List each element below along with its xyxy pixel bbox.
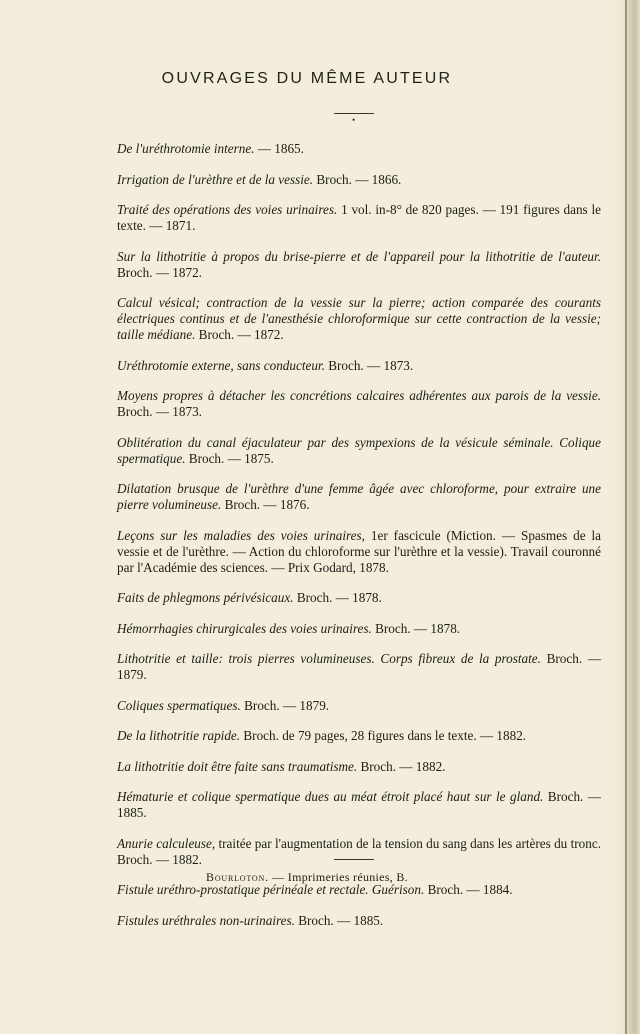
entry-details: Broch. — 1879. — [240, 697, 330, 713]
entry-details: Broch. — 1873. — [324, 357, 414, 373]
bibliography-entry — [117, 789, 601, 821]
page-edge-shadow — [614, 0, 640, 1034]
bibliography-entry — [117, 651, 601, 683]
bibliography-list — [117, 141, 601, 943]
entry-title: Sur la lithotritie à propos du brise-pierre et de l'appareil pour la lithotritie de l'auteur. — [117, 248, 601, 264]
entry-title: Anurie calculeuse, — [117, 835, 216, 851]
page-title: OUVRAGES DU MÊME AUTEUR — [161, 70, 453, 87]
bibliography-entry — [117, 249, 601, 281]
bibliography-entry — [117, 728, 601, 744]
printer-imprint — [0, 870, 614, 885]
entry-title: Faits de phlegmons périvésicaux. — [117, 590, 294, 605]
printer-name: Bourloton. — [206, 870, 269, 884]
entry-title: Leçons sur les maladies des voies urinaires, — [117, 527, 365, 543]
entry-details: Broch. — 1876. — [221, 497, 310, 512]
title-rule — [334, 113, 374, 114]
entry-title: Fistule uréthro-prostatique périnéale et rectale. Guérison. — [117, 882, 425, 897]
entry-title: Moyens propres à détacher les concrétions calcaires adhérentes aux parois de la vessie. — [117, 388, 601, 403]
entry-details: Broch. — 1878. — [371, 620, 461, 636]
bibliography-entry — [117, 202, 601, 234]
entry-title: Traité des opérations des voies urinaires. — [117, 202, 338, 217]
entry-title: Oblitération du canal éjaculateur par des sympexions de la vésicule séminale. Colique spermatique. — [117, 434, 601, 466]
bibliography-entry — [117, 172, 601, 188]
bibliography-entry — [117, 836, 601, 868]
bibliography-entry — [117, 698, 601, 714]
entry-title: Coliques spermatiques. — [117, 697, 241, 713]
entry-title: De la lithotritie rapide. — [117, 728, 241, 743]
entry-title: De l'uréthrotomie interne. — [117, 141, 255, 156]
entry-details: Broch. — 1885. — [294, 912, 384, 928]
entry-title: Calcul vésical; contraction de la vessie sur la pierre; action comparée des courants électriques continus et de l'anesthésie chloroformique sur cette contraction de la vessie; taille médiane. — [117, 295, 601, 342]
bibliography-entry — [117, 295, 601, 343]
entry-details: Broch. — 1872. — [195, 327, 284, 342]
bibliography-entry — [117, 141, 601, 157]
entry-details: Broch. — 1884. — [424, 882, 513, 897]
entry-details: Broch. de 79 pages, 28 figures dans le texte. — 1882. — [240, 728, 527, 743]
bibliography-entry — [117, 621, 601, 637]
entry-details: traitée par l'augmentation de la tension du sang dans les artères du tronc. Broch. — 1882. — [117, 835, 601, 867]
entry-title: Uréthrotomie externe, sans conducteur. — [117, 357, 325, 373]
page-edge-line — [625, 0, 627, 1034]
entry-details: Broch. — 1873. — [117, 404, 202, 419]
bibliography-entry — [117, 358, 601, 374]
entry-details: Broch. — 1879. — [117, 651, 602, 682]
entry-details: Broch. — 1885. — [117, 789, 601, 820]
bibliography-entry — [117, 759, 601, 775]
entry-details: Broch. — 1875. — [185, 450, 274, 466]
printer-details: — Imprimeries réunies, B. — [268, 870, 408, 884]
entry-title: Hémorrhagies chirurgicales des voies urinaires. — [117, 620, 372, 636]
footer-rule — [334, 859, 374, 860]
bibliography-entry — [117, 913, 601, 929]
entry-title: Dilatation brusque de l'urèthre d'une femme âgée avec chloroforme, pour extraire une pierre volumineuse. — [117, 481, 601, 512]
bibliography-entry — [117, 481, 601, 513]
entry-title: Irrigation de l'urèthre et de la vessie. — [117, 171, 314, 187]
bibliography-entry — [117, 528, 601, 576]
entry-title: Lithotritie et taille: trois pierres volumineuses. Corps fibreux de la prostate. — [117, 651, 541, 666]
entry-details: Broch. — 1878. — [293, 590, 382, 605]
bibliography-entry — [117, 435, 601, 467]
entry-title: Fistules uréthrales non-urinaires. — [117, 912, 295, 928]
bibliography-entry — [117, 388, 601, 420]
entry-details: Broch. — 1872. — [117, 264, 202, 280]
entry-details: — 1865. — [254, 141, 304, 156]
entry-title: Hématurie et colique spermatique dues au méat étroit placé haut sur le gland. — [117, 789, 544, 804]
entry-details: Broch. — 1882. — [357, 758, 446, 774]
bibliography-entry — [117, 590, 601, 606]
entry-title: La lithotritie doit être faite sans traumatisme. — [117, 758, 358, 774]
entry-details: 1 vol. in-8° de 820 pages. — 191 figures dans le texte. — 1871. — [117, 202, 601, 233]
entry-details: 1er fascicule (Miction. — Spasmes de la vessie et de l'urèthre. — Action du chloroforme sur l'urèthre et la vessie). Travail couronné par l'Académie des sciences. — Prix Godard, 1878. — [117, 527, 601, 575]
entry-details: Broch. — 1866. — [313, 171, 402, 187]
title-ornament: • — [352, 115, 356, 125]
